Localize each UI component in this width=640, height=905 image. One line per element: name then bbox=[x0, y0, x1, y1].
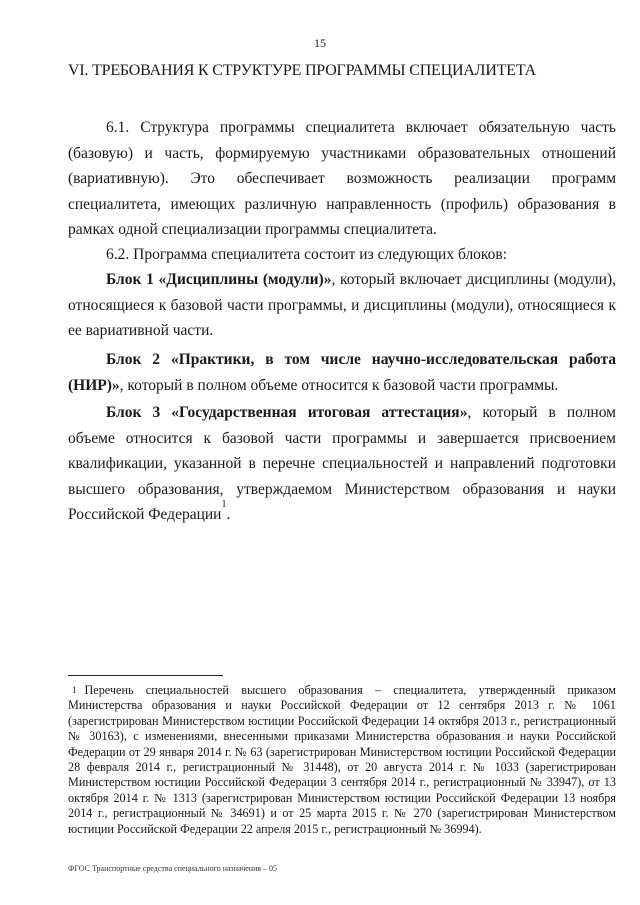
paragraph-block-3 bbox=[68, 400, 616, 528]
page-number: 15 bbox=[314, 36, 326, 50]
block-2-title: Блок 2 «Практики, в том числе научно-исследовательская работа (НИР)» bbox=[68, 351, 616, 394]
page-footer: ФГОС Транспортные средства специального назначения – 05 bbox=[68, 864, 278, 873]
paragraph-block-2 bbox=[68, 347, 616, 398]
block-2-text: , который в полном объеме относится к базовой части программы. bbox=[119, 376, 559, 394]
block-3-end: . bbox=[226, 506, 231, 524]
section-heading: VI. ТРЕБОВАНИЯ К СТРУКТУРЕ ПРОГРАММЫ СПЕЦИАЛИТЕТА bbox=[68, 62, 536, 79]
footnote-mark: 1 bbox=[72, 685, 77, 695]
footnote-separator bbox=[68, 675, 223, 676]
block-1-text: , который включает дисциплины (модули), относящиеся к базовой части программы, и дисциплины (модули), относящиеся к ее вариативной части. bbox=[68, 271, 616, 340]
footnote-text: Перечень специальностей высшего образования – специалитета, утвержденный приказом Министерства образования и науки Российской Федерации от 12 сентября 2013 г. № 1061 (зарегистрирован Министерством юстиции Российской Федерации 14 октября 2013 г., регистрационный № 30163), с изменениями, внесенными приказами Министерства образования и науки Российской Федерации от 29 января 2014 г. № 63 (зарегистрирован Министерством юстиции Российской Федерации 28 февраля 2014 г., регистрационный № 31448), от 20 августа 2014 г. № 1033 (зарегистрирован Министерством юстиции Российской Федерации 3 сентября 2014 г., регистрационный № 33947), от 13 октября 2014 г. № 1313 (зарегистрирован Министерством юстиции Российской Федерации 13 ноября 2014 г., регистрационный № 34691) и от 25 марта 2015 г. № 270 (зарегистрирован Министерством юстиции Российской Федерации 22 апреля 2015 г., регистрационный № 36994). bbox=[68, 683, 616, 836]
paragraph-6-1: 6.1. Структура программы специалитета включает обязательную часть (базовую) и часть, формируемую участниками образовательных отношений (вариативную). Это обеспечивает возможность реализации программ специалитета, имеющих различную направленность (профиль) образования в рамках одной специализации программы специалитета. bbox=[68, 119, 616, 239]
block-3-text: , который в полном объеме относится к базовой части программы и завершается присвоением квалификации, указанной в перечне специальностей и направлений подготовки высшего образования, утверждаемом Министерством образования и науки Российской Федерации bbox=[68, 404, 616, 524]
block-3-title: Блок 3 «Государственная итоговая аттестация» bbox=[106, 404, 468, 421]
footnote bbox=[68, 683, 616, 837]
footnote-reference[interactable]: 1 bbox=[221, 499, 227, 511]
block-1-title: Блок 1 «Дисциплины (модули)» bbox=[106, 271, 332, 288]
paragraph-block-1 bbox=[68, 267, 616, 344]
paragraph-6-2: 6.2. Программа специалитета состоит из следующих блоков: bbox=[106, 246, 508, 263]
